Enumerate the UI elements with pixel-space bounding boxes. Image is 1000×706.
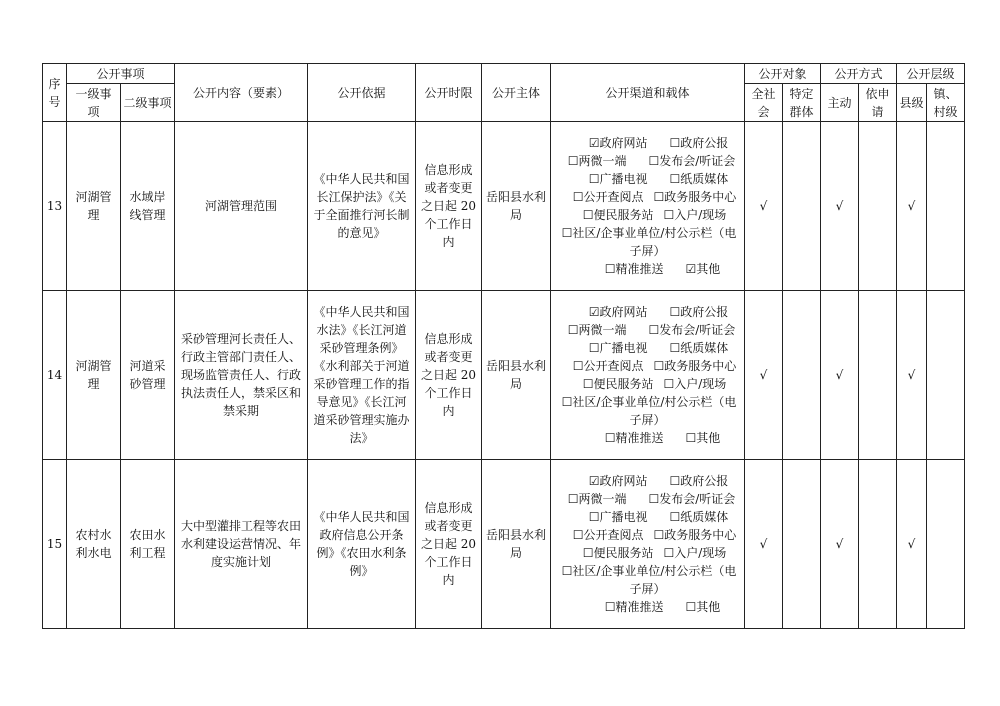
channel-gov-site: 政府网站 [599, 474, 648, 488]
checkbox-two-one: ☐ [567, 323, 579, 337]
channel-broadcast: 广播电视 [599, 341, 648, 355]
channel-gov-gazette: 政府公报 [680, 474, 729, 488]
disclosure-table [42, 63, 965, 629]
row-channels [551, 122, 745, 291]
table-row [43, 460, 965, 629]
channel-broadcast: 广播电视 [599, 510, 648, 524]
cell-audience-specific [783, 291, 821, 460]
checkbox-home: ☐ [663, 377, 675, 391]
row-period: 信息形成或者变更之日起 20 个工作日内 [416, 460, 482, 629]
channel-press: 发布会/听证会 [659, 323, 736, 337]
checkbox-press: ☐ [648, 492, 660, 506]
tick-audience-all: √ [745, 460, 783, 629]
channel-gov-gazette: 政府公报 [680, 305, 729, 319]
channel-two-one: 两微一端 [578, 323, 627, 337]
row-basis: 《中华人民共和国水法》《长江河道采砂管理条例》《水利部关于河道采砂管理工作的指导意见》《长江河道采砂管理实施办法》 [308, 291, 416, 460]
checkbox-service-station: ☐ [582, 546, 594, 560]
header-audience: 公开对象 [745, 64, 821, 84]
checkbox-print: ☐ [669, 510, 681, 524]
checkbox-other: ☐ [685, 600, 697, 614]
row-content: 河湖管理范围 [175, 122, 308, 291]
channel-home: 入户/现场 [674, 546, 727, 560]
checkbox-print: ☐ [669, 341, 681, 355]
checkbox-press: ☐ [648, 154, 660, 168]
cell-level-town [927, 291, 965, 460]
checkbox-gov-gazette: ☐ [669, 305, 681, 319]
channel-press: 发布会/听证会 [659, 154, 736, 168]
header-basis: 公开依据 [308, 64, 416, 122]
channel-home: 入户/现场 [674, 208, 727, 222]
channel-community-tail: 子屏） [629, 413, 666, 427]
checkbox-gov-gazette: ☐ [669, 136, 681, 150]
channel-service-station: 便民服务站 [593, 377, 654, 391]
checkbox-service-center: ☐ [653, 528, 665, 542]
row-level2: 农田水利工程 [121, 460, 175, 629]
checkbox-two-one: ☐ [567, 154, 579, 168]
checkbox-precise: ☐ [604, 431, 616, 445]
tick-audience-all: √ [745, 122, 783, 291]
header-items: 公开事项 [67, 64, 175, 84]
checkbox-community: ☐ [561, 226, 573, 240]
header-seq: 序号 [43, 64, 67, 122]
header-period: 公开时限 [416, 64, 482, 122]
row-period: 信息形成或者变更之日起 20 个工作日内 [416, 291, 482, 460]
tick-audience-all: √ [745, 291, 783, 460]
checkbox-two-one: ☐ [567, 492, 579, 506]
header-channels: 公开渠道和载体 [551, 64, 745, 122]
row-level2: 河道采砂管理 [121, 291, 175, 460]
tick-mode-active: √ [821, 122, 859, 291]
row-basis: 《中华人民共和国政府信息公开条例》《农田水利条例》 [308, 460, 416, 629]
channel-precise: 精准推送 [615, 431, 664, 445]
tick-mode-active: √ [821, 291, 859, 460]
checkbox-service-station: ☐ [582, 377, 594, 391]
channel-reading: 公开查阅点 [583, 190, 644, 204]
channel-community-tail: 子屏） [629, 582, 666, 596]
tick-level-county: √ [897, 122, 927, 291]
cell-audience-specific [783, 460, 821, 629]
header-level2: 二级事项 [121, 84, 175, 122]
table-row [43, 291, 965, 460]
checkbox-gov-site: ☑ [588, 305, 600, 319]
channel-press: 发布会/听证会 [659, 492, 736, 506]
header-mode-active: 主动 [821, 84, 859, 122]
tick-level-county: √ [897, 291, 927, 460]
channel-reading: 公开查阅点 [583, 528, 644, 542]
checkbox-broadcast: ☐ [588, 172, 600, 186]
channel-two-one: 两微一端 [578, 492, 627, 506]
channel-service-center: 政务服务中心 [664, 190, 737, 204]
row-content: 采砂管理河长责任人、行政主管部门责任人、现场监管责任人、行政执法责任人，禁采区和禁采期 [175, 291, 308, 460]
tick-mode-active: √ [821, 460, 859, 629]
tick-level-county: √ [897, 460, 927, 629]
checkbox-reading: ☐ [572, 190, 584, 204]
table-row [43, 122, 965, 291]
channel-print: 纸质媒体 [680, 341, 729, 355]
checkbox-other: ☐ [685, 431, 697, 445]
channel-service-station: 便民服务站 [593, 208, 654, 222]
header-row-1 [43, 64, 965, 84]
channel-service-center: 政务服务中心 [664, 359, 737, 373]
channel-service-center: 政务服务中心 [664, 528, 737, 542]
channel-other: 其他 [696, 431, 721, 445]
row-subject: 岳阳县水利局 [482, 291, 551, 460]
checkbox-precise: ☐ [604, 600, 616, 614]
channel-two-one: 两微一端 [578, 154, 627, 168]
checkbox-gov-gazette: ☐ [669, 474, 681, 488]
checkbox-print: ☐ [669, 172, 681, 186]
checkbox-community: ☐ [561, 564, 573, 578]
row-seq: 15 [43, 460, 67, 629]
checkbox-home: ☐ [663, 208, 675, 222]
channel-precise: 精准推送 [615, 262, 664, 276]
header-audience-specific: 特定群体 [783, 84, 821, 122]
cell-mode-request [859, 460, 897, 629]
header-subject: 公开主体 [482, 64, 551, 122]
channel-community-tail: 子屏） [629, 244, 666, 258]
checkbox-precise: ☐ [604, 262, 616, 276]
checkbox-broadcast: ☐ [588, 510, 600, 524]
checkbox-press: ☐ [648, 323, 660, 337]
channel-community: 社区/企事业单位/村公示栏（电 [572, 395, 737, 409]
channel-service-station: 便民服务站 [593, 546, 654, 560]
row-subject: 岳阳县水利局 [482, 460, 551, 629]
header-level-town: 镇、村级 [927, 84, 965, 122]
row-level2: 水域岸线管理 [121, 122, 175, 291]
checkbox-reading: ☐ [572, 528, 584, 542]
row-channels [551, 291, 745, 460]
header-audience-all: 全社会 [745, 84, 783, 122]
row-level1: 河湖管理 [67, 291, 121, 460]
header-mode: 公开方式 [821, 64, 897, 84]
channel-gov-site: 政府网站 [599, 305, 648, 319]
checkbox-reading: ☐ [572, 359, 584, 373]
header-content: 公开内容（要素） [175, 64, 308, 122]
checkbox-service-center: ☐ [653, 190, 665, 204]
row-seq: 14 [43, 291, 67, 460]
row-level1: 农村水利水电 [67, 460, 121, 629]
row-content: 大中型灌排工程等农田水利建设运营情况、年度实施计划 [175, 460, 308, 629]
channel-other: 其他 [696, 262, 721, 276]
channel-print: 纸质媒体 [680, 510, 729, 524]
checkbox-broadcast: ☐ [588, 341, 600, 355]
header-level-county: 县级 [897, 84, 927, 122]
checkbox-gov-site: ☑ [588, 136, 600, 150]
checkbox-other: ☑ [685, 262, 697, 276]
checkbox-community: ☐ [561, 395, 573, 409]
channel-print: 纸质媒体 [680, 172, 729, 186]
header-level: 公开层级 [897, 64, 965, 84]
row-period: 信息形成或者变更之日起 20 个工作日内 [416, 122, 482, 291]
row-basis: 《中华人民共和国长江保护法》《关于全面推行河长制的意见》 [308, 122, 416, 291]
cell-mode-request [859, 122, 897, 291]
channel-home: 入户/现场 [674, 377, 727, 391]
channel-gov-site: 政府网站 [599, 136, 648, 150]
channel-community: 社区/企事业单位/村公示栏（电 [572, 564, 737, 578]
channel-gov-gazette: 政府公报 [680, 136, 729, 150]
channel-reading: 公开查阅点 [583, 359, 644, 373]
header-level1: 一级事项 [67, 84, 121, 122]
checkbox-service-station: ☐ [582, 208, 594, 222]
header-mode-request: 依申请 [859, 84, 897, 122]
channel-community: 社区/企事业单位/村公示栏（电 [572, 226, 737, 240]
cell-audience-specific [783, 122, 821, 291]
channel-other: 其他 [696, 600, 721, 614]
checkbox-home: ☐ [663, 546, 675, 560]
row-level1: 河湖管理 [67, 122, 121, 291]
cell-level-town [927, 460, 965, 629]
row-channels [551, 460, 745, 629]
cell-level-town [927, 122, 965, 291]
channel-precise: 精准推送 [615, 600, 664, 614]
cell-mode-request [859, 291, 897, 460]
channel-broadcast: 广播电视 [599, 172, 648, 186]
checkbox-gov-site: ☑ [588, 474, 600, 488]
row-seq: 13 [43, 122, 67, 291]
row-subject: 岳阳县水利局 [482, 122, 551, 291]
checkbox-service-center: ☐ [653, 359, 665, 373]
